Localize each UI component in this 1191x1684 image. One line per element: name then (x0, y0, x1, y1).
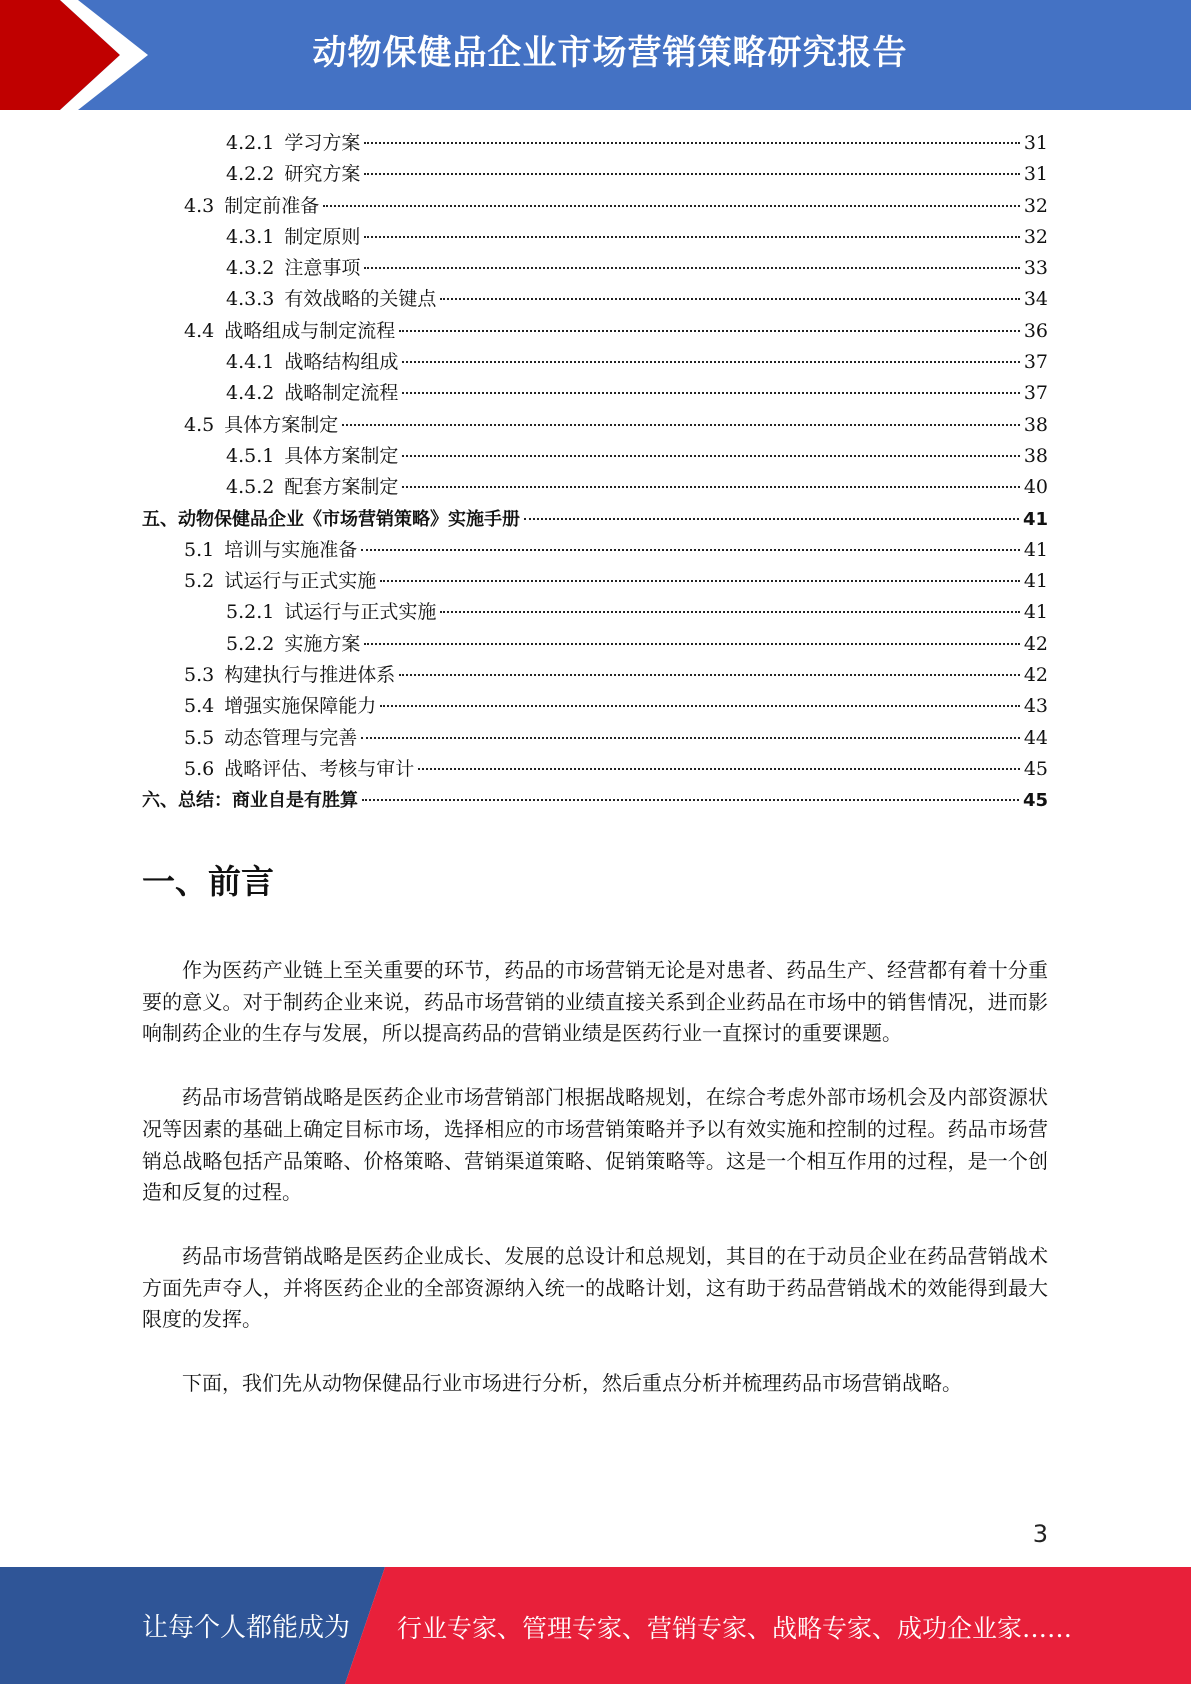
toc-dot-leader (361, 549, 1020, 551)
toc-entry-page: 45 (1023, 757, 1048, 780)
toc-entry-title: 总结：商业自是有胜算 (178, 790, 358, 812)
toc-dot-leader (402, 392, 1019, 394)
toc-entry[interactable] (142, 284, 1048, 315)
toc-dot-leader (380, 580, 1020, 582)
toc-entry[interactable] (142, 691, 1048, 722)
toc-dot-leader (364, 236, 1019, 238)
toc-entry[interactable] (142, 535, 1048, 566)
toc-dot-leader (380, 705, 1020, 707)
toc-entry-number: 5.2 (184, 570, 215, 593)
toc-entry[interactable] (142, 128, 1048, 159)
toc-entry[interactable] (142, 159, 1048, 190)
toc-entry-title: 学习方案 (284, 132, 361, 154)
toc-entry-number: 4.3.2 (226, 257, 275, 280)
toc-entry-page: 43 (1023, 695, 1048, 718)
toc-entry-page: 41 (1023, 601, 1048, 624)
toc-entry-number: 5.2.1 (226, 601, 275, 624)
chevron-decoration-icon (0, 0, 160, 110)
toc-entry-number: 5.5 (184, 726, 215, 749)
toc-entry[interactable] (142, 347, 1048, 378)
toc-entry-number: 5.2.2 (226, 632, 275, 655)
toc-entry-page: 38 (1023, 444, 1048, 467)
toc-entry[interactable] (142, 785, 1048, 816)
toc-entry-page: 32 (1023, 225, 1048, 248)
toc-entry-number: 五、 (142, 508, 178, 530)
body-paragraph: 药品市场营销战略是医药企业市场营销部门根据战略规划，在综合考虑外部市场机会及内部资源状况等因素的基础上确定目标市场，选择相应的市场营销策略并予以有效实施和控制的过程。药品市场营销总战略包括产品策略、价格策略、营销渠道策略、促销策略等。这是一个相互作用的过程，是一个创造和反复的过程。 (142, 1085, 1048, 1205)
toc-entry-page: 40 (1023, 476, 1048, 499)
toc-entry[interactable] (142, 754, 1048, 785)
toc-entry-page: 31 (1023, 163, 1048, 186)
body-paragraph: 药品市场营销战略是医药企业成长、发展的总设计和总规划，其目的在于动员企业在药品营销战术方面先声夺人，并将医药企业的全部资源纳入统一的战略计划，这有助于药品营销战术的效能得到最大限度的发挥。 (142, 1243, 1048, 1332)
toc-entry-title: 增强实施保障能力 (224, 695, 377, 718)
toc-entry-page: 41 (1023, 538, 1048, 561)
page-header (0, 0, 1191, 110)
toc-dot-leader (364, 142, 1019, 144)
toc-dot-leader (418, 768, 1020, 770)
toc-entry[interactable] (142, 597, 1048, 628)
section-body (142, 955, 1048, 1432)
toc-entry-page: 44 (1023, 726, 1048, 749)
toc-entry-number: 5.4 (184, 695, 215, 718)
table-of-contents (142, 128, 1048, 817)
toc-dot-leader (362, 799, 1019, 801)
toc-entry[interactable] (142, 191, 1048, 222)
toc-entry-page: 42 (1023, 664, 1048, 687)
toc-entry[interactable] (142, 472, 1048, 503)
toc-entry-number: 六、 (142, 790, 178, 812)
toc-entry-title: 具体方案制定 (284, 444, 399, 467)
toc-entry-title: 动态管理与完善 (224, 726, 358, 749)
section-heading: 一、前言 (142, 862, 274, 901)
toc-dot-leader (364, 173, 1019, 175)
toc-entry[interactable] (142, 660, 1048, 691)
toc-entry-title: 培训与实施准备 (224, 538, 358, 561)
toc-entry-title: 具体方案制定 (224, 413, 339, 436)
toc-dot-leader (399, 330, 1020, 332)
toc-entry-number: 4.4.1 (226, 351, 275, 374)
toc-dot-leader (440, 298, 1019, 300)
toc-dot-leader (361, 737, 1020, 739)
toc-entry-page: 45 (1022, 790, 1048, 812)
toc-entry-number: 4.3.3 (226, 288, 275, 311)
toc-entry[interactable] (142, 316, 1048, 347)
toc-entry-page: 36 (1023, 319, 1048, 342)
toc-entry-title: 研究方案 (284, 163, 361, 186)
toc-entry-page: 37 (1023, 351, 1048, 374)
toc-entry-number: 4.3.1 (226, 225, 275, 248)
toc-entry[interactable] (142, 378, 1048, 409)
toc-entry-number: 5.1 (184, 538, 215, 561)
toc-entry-number: 4.5.2 (226, 476, 275, 499)
toc-entry-number: 4.4.2 (226, 382, 275, 405)
toc-entry-title: 构建执行与推进体系 (224, 664, 396, 687)
toc-entry-title: 实施方案 (284, 632, 361, 655)
toc-entry-page: 31 (1023, 132, 1048, 154)
toc-entry-number: 4.5.1 (226, 444, 275, 467)
toc-entry-page: 42 (1023, 632, 1048, 655)
toc-entry[interactable] (142, 629, 1048, 660)
toc-entry-page: 38 (1023, 413, 1048, 436)
toc-entry-title: 试运行与正式实施 (224, 570, 377, 593)
toc-entry-title: 战略评估、考核与审计 (224, 757, 415, 780)
toc-entry-number: 5.3 (184, 664, 215, 687)
toc-dot-leader (402, 361, 1019, 363)
toc-entry-title: 战略制定流程 (284, 382, 399, 405)
footer-slogan-left: 让每个人都能成为 (142, 1613, 351, 1643)
toc-entry-number: 4.2.2 (226, 163, 275, 186)
footer-slogan-right: 行业专家、管理专家、营销专家、战略专家、成功企业家…… (397, 1614, 1073, 1643)
toc-entry-title: 有效战略的关键点 (284, 288, 437, 311)
toc-dot-leader (342, 424, 1020, 426)
page-number: 3 (1032, 1520, 1048, 1548)
toc-entry-title: 制定原则 (284, 225, 361, 248)
toc-entry-page: 33 (1023, 257, 1048, 280)
toc-entry-title: 制定前准备 (224, 194, 320, 217)
toc-dot-leader (364, 643, 1019, 645)
toc-entry[interactable] (142, 723, 1048, 754)
toc-entry-page: 32 (1023, 194, 1048, 217)
toc-entry[interactable] (142, 504, 1048, 535)
toc-dot-leader (399, 674, 1020, 676)
toc-entry-page: 37 (1023, 382, 1048, 405)
toc-entry-page: 34 (1023, 288, 1048, 311)
toc-dot-leader (402, 455, 1019, 457)
toc-dot-leader (364, 267, 1019, 269)
page-footer (0, 1567, 1191, 1684)
toc-entry-number: 4.4 (184, 319, 215, 342)
report-title: 动物保健品企业市场营销策略研究报告 (312, 33, 908, 73)
body-paragraph: 作为医药产业链上至关重要的环节，药品的市场营销无论是对患者、药品生产、经营都有着十分重要的意义。对于制药企业来说，药品市场营销的业绩直接关系到企业药品在市场中的销售情况，进而影响制药企业的生存与发展，所以提高药品的营销业绩是医药行业一直探讨的重要课题。 (142, 958, 1048, 1046)
toc-entry-page: 41 (1023, 570, 1048, 593)
toc-dot-leader (524, 518, 1019, 520)
toc-entry-title: 配套方案制定 (284, 476, 399, 499)
toc-entry-number: 4.3 (184, 194, 215, 217)
toc-entry-number: 5.6 (184, 757, 215, 780)
body-paragraph: 下面，我们先从动物保健品行业市场进行分析，然后重点分析并梳理药品市场营销战略。 (182, 1371, 962, 1396)
toc-entry[interactable] (142, 566, 1048, 597)
toc-dot-leader (402, 486, 1019, 488)
toc-entry[interactable] (142, 253, 1048, 284)
toc-entry-page: 41 (1022, 508, 1048, 530)
toc-dot-leader (440, 611, 1019, 613)
toc-entry[interactable] (142, 441, 1048, 472)
toc-dot-leader (323, 205, 1020, 207)
toc-entry-number: 4.5 (184, 413, 215, 436)
toc-entry-title: 注意事项 (284, 257, 361, 280)
toc-entry-title: 战略组成与制定流程 (224, 319, 396, 342)
toc-entry[interactable] (142, 410, 1048, 441)
toc-entry[interactable] (142, 222, 1048, 253)
toc-entry-title: 试运行与正式实施 (284, 601, 437, 624)
toc-entry-title: 动物保健品企业《市场营销策略》实施手册 (178, 508, 520, 530)
toc-entry-number: 4.2.1 (226, 132, 275, 154)
toc-entry-title: 战略结构组成 (284, 351, 399, 374)
